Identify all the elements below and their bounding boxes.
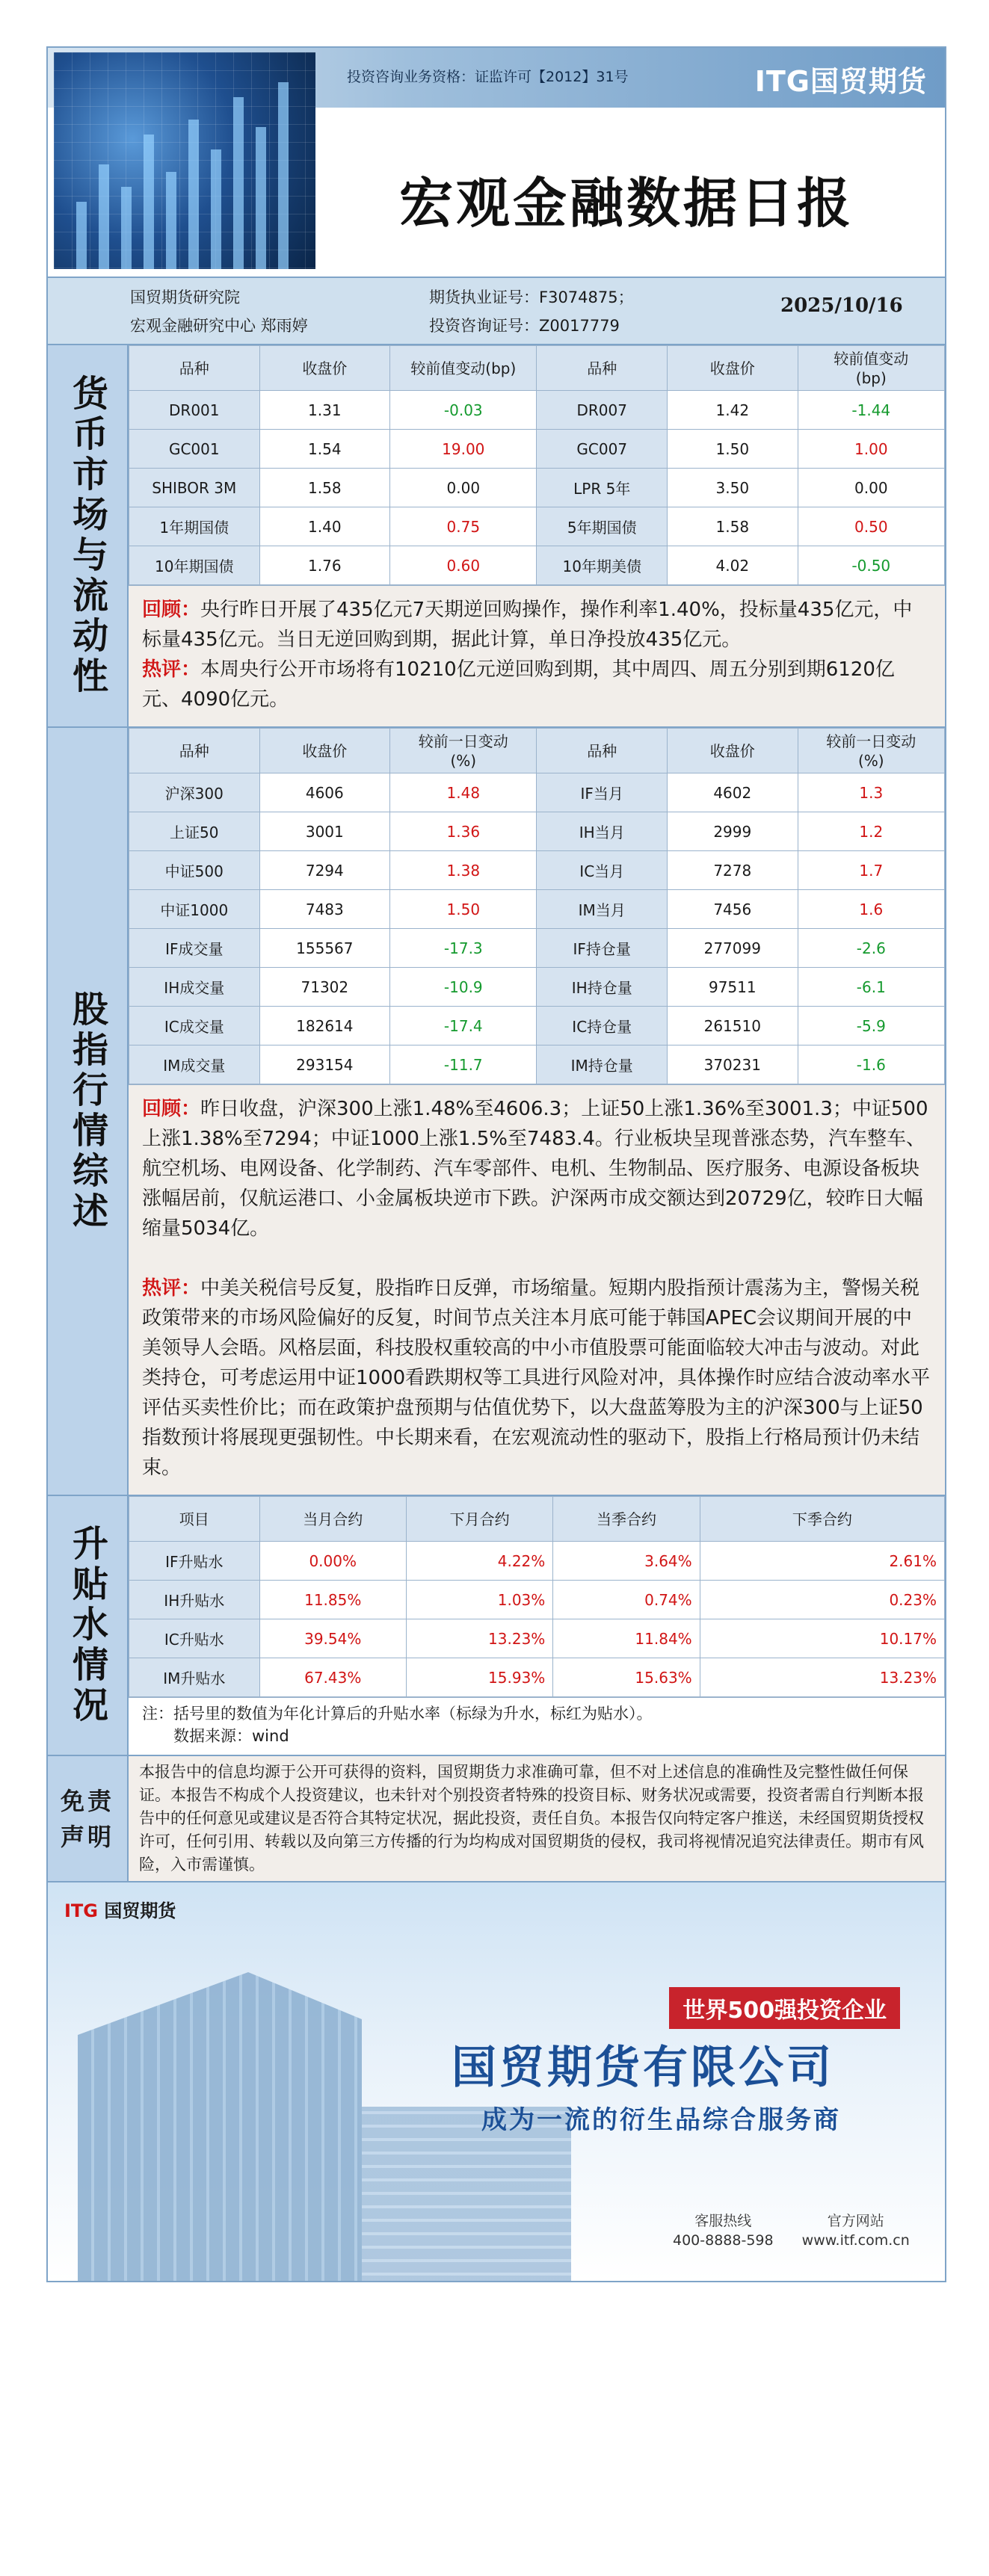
report-frame [46, 46, 946, 2282]
change-value: 1.2 [798, 812, 944, 851]
footer-banner [46, 1882, 946, 2282]
change-value: -17.4 [390, 1007, 537, 1045]
header-image-bar [256, 127, 266, 269]
basis-rows [129, 1542, 945, 1697]
current-month-basis: 67.43% [259, 1658, 406, 1697]
report-header [46, 46, 946, 278]
review-paragraph [142, 1094, 931, 1244]
review-paragraph [142, 595, 931, 655]
instrument-name: 沪深300 [129, 773, 260, 812]
instrument-name: 10年期美债 [537, 546, 668, 585]
header-image-grid [54, 52, 315, 269]
disclaimer-label-line: 声明 [60, 1822, 114, 1851]
advisory-license: 投资咨询证号：Z0017779 [429, 317, 620, 335]
money-market-section [46, 345, 946, 728]
close-price: 370231 [668, 1045, 798, 1084]
table-row [129, 1619, 945, 1658]
instrument-name: 中证500 [129, 851, 260, 890]
instrument-name: 中证1000 [129, 890, 260, 929]
basis-section [46, 1496, 946, 1756]
header-image-bar [121, 187, 132, 269]
header-chart-image [54, 52, 315, 269]
close-price: 1.76 [259, 546, 390, 585]
col-header: 项目 [129, 1497, 260, 1542]
instrument-name: LPR 5年 [537, 469, 668, 507]
table-row [129, 773, 945, 812]
stock-index-commentary [129, 1084, 945, 1495]
col-header: 较前值变动 (bp) [798, 346, 944, 391]
col-header: 品种 [537, 346, 668, 391]
col-header: 品种 [537, 729, 668, 773]
comment-tag: 热评： [142, 1277, 201, 1300]
review-text: 央行昨日开展了435亿元7天期逆回购操作，操作利率1.40%，投标量435亿元，中标量435亿元。当日无逆回购到期，据此计算，单日净投放435亿元。 [142, 599, 913, 651]
header-image-bar [166, 172, 176, 269]
building-image [78, 1972, 362, 2282]
disclaimer-label-line: 免责 [60, 1786, 114, 1815]
money-market-label: 货币市场与流动性 [66, 374, 108, 697]
instrument-name: 5年期国债 [537, 507, 668, 546]
next-quarter-basis: 0.23% [700, 1581, 944, 1619]
header-image-bar [144, 135, 154, 269]
current-month-basis: 11.85% [259, 1581, 406, 1619]
page-title: 宏观金融数据日报 [399, 171, 854, 235]
report-date: 2025/10/16 [780, 294, 903, 317]
basis-item: IC升贴水 [129, 1619, 260, 1658]
next-month-basis: 15.93% [406, 1658, 552, 1697]
change-value: -1.44 [798, 391, 944, 430]
current-quarter-basis: 0.74% [553, 1581, 700, 1619]
change-value: -1.6 [798, 1045, 944, 1084]
instrument-name: IF当月 [537, 773, 668, 812]
instrument-name: IH成交量 [129, 968, 260, 1007]
close-price: 293154 [259, 1045, 390, 1084]
change-value: -0.50 [798, 546, 944, 585]
instrument-name: IF成交量 [129, 929, 260, 968]
close-price: 261510 [668, 1007, 798, 1045]
hotline-block [673, 2211, 774, 2250]
close-price: 1.50 [668, 430, 798, 469]
table-row [129, 968, 945, 1007]
col-header: 收盘价 [668, 729, 798, 773]
close-price: 1.42 [668, 391, 798, 430]
table-row [129, 929, 945, 968]
instrument-name: 1年期国债 [129, 507, 260, 546]
hotline-label: 客服热线 [694, 2213, 752, 2229]
next-month-basis: 13.23% [406, 1619, 552, 1658]
basis-table [129, 1496, 945, 1697]
author-info [46, 278, 946, 345]
close-price: 155567 [259, 929, 390, 968]
stock-index-rows [129, 773, 945, 1084]
basis-content [129, 1496, 945, 1755]
website-block [802, 2211, 910, 2250]
contact-info [661, 2211, 922, 2250]
basis-note [129, 1697, 945, 1755]
website-url: www.itf.com.cn [801, 2232, 910, 2249]
company-name: 国贸期货有限公司 [452, 2042, 834, 2094]
hot-comment-paragraph [142, 1273, 931, 1483]
next-quarter-basis: 13.23% [700, 1658, 944, 1697]
instrument-name: DR001 [129, 391, 260, 430]
section-side-label [48, 728, 129, 1495]
instrument-name: IM成交量 [129, 1045, 260, 1084]
footer-logo [64, 1896, 176, 1922]
money-market-rows [129, 391, 945, 585]
change-value: -6.1 [798, 968, 944, 1007]
comment-text: 本周央行公开市场将有10210亿元逆回购到期，其中周四、周五分别到期6120亿元、4090亿元。 [142, 658, 895, 711]
close-price: 1.54 [259, 430, 390, 469]
col-header: 较前值变动(bp) [390, 346, 537, 391]
table-header-row [129, 346, 945, 391]
instrument-name: 10年期国债 [129, 546, 260, 585]
close-price: 1.58 [259, 469, 390, 507]
next-month-basis: 1.03% [406, 1581, 552, 1619]
footer-logo-itg: ITG [64, 1900, 98, 1921]
close-price: 3.50 [668, 469, 798, 507]
change-value: 1.38 [390, 851, 537, 890]
basis-item: IF升贴水 [129, 1542, 260, 1581]
change-value: -5.9 [798, 1007, 944, 1045]
stock-index-table [129, 728, 945, 1084]
change-value: 1.00 [798, 430, 944, 469]
change-value: 0.50 [798, 507, 944, 546]
next-month-basis: 4.22% [406, 1542, 552, 1581]
current-month-basis: 39.54% [259, 1619, 406, 1658]
change-value: -10.9 [390, 968, 537, 1007]
header-image-bar [278, 82, 289, 269]
close-price: 7456 [668, 890, 798, 929]
next-quarter-basis: 10.17% [700, 1619, 944, 1658]
table-row [129, 430, 945, 469]
header-image-bar [188, 120, 199, 269]
col-header: 较前一日变动 (%) [390, 729, 537, 773]
change-value: 1.6 [798, 890, 944, 929]
change-value: 0.00 [798, 469, 944, 507]
instrument-name: IC成交量 [129, 1007, 260, 1045]
table-row [129, 1045, 945, 1084]
close-price: 182614 [259, 1007, 390, 1045]
futures-license: 期货执业证号：F3074875； [429, 288, 634, 306]
section-side-label [48, 1496, 129, 1755]
change-value: -0.03 [390, 391, 537, 430]
table-row [129, 469, 945, 507]
table-row [129, 1542, 945, 1581]
current-month-basis: 0.00% [259, 1542, 406, 1581]
header-image-bar [233, 97, 244, 269]
col-header: 当季合约 [553, 1497, 700, 1542]
close-price: 3001 [259, 812, 390, 851]
col-header: 收盘价 [259, 729, 390, 773]
fortune500-badge: 世界500强投资企业 [669, 1987, 900, 2029]
change-value: 1.50 [390, 890, 537, 929]
close-price: 1.40 [259, 507, 390, 546]
table-header-row [129, 729, 945, 773]
close-price: 277099 [668, 929, 798, 968]
table-row [129, 507, 945, 546]
hotline-number: 400-8888-598 [673, 2232, 774, 2249]
stock-index-section [46, 728, 946, 1496]
review-tag: 回顾： [142, 1098, 201, 1120]
table-row [129, 812, 945, 851]
section-side-label [48, 1756, 129, 1881]
instrument-name: IH当月 [537, 812, 668, 851]
next-quarter-basis: 2.61% [700, 1542, 944, 1581]
col-header: 品种 [129, 346, 260, 391]
col-header: 当月合约 [259, 1497, 406, 1542]
disclaimer-section [46, 1756, 946, 1882]
disclaimer-label [61, 1783, 114, 1855]
instrument-name: IF持仓量 [537, 929, 668, 968]
table-row [129, 546, 945, 585]
header-image-bar [76, 202, 87, 269]
instrument-name: GC001 [129, 430, 260, 469]
close-price: 7294 [259, 851, 390, 890]
instrument-name: IM当月 [537, 890, 668, 929]
itg-logo: ITG国贸期货 [754, 65, 927, 98]
review-text: 昨日收盘，沪深300上涨1.48%至4606.3；上证50上涨1.36%至3001.3；中证500上涨1.38%至7294；中证1000上涨1.5%至7483.4。行业板块呈现普涨态势，汽车整车、航空机场、电网设备、化学制药、汽车零部件、电机、生物制品、医疗服务、电源设备板块涨幅居前，仅航运港口、小金属板块逆市下跌。沪深两市成交额达到20729亿，较昨日大幅缩量5034亿。 [142, 1098, 928, 1240]
current-quarter-basis: 15.63% [553, 1658, 700, 1697]
current-quarter-basis: 3.64% [553, 1542, 700, 1581]
instrument-name: DR007 [537, 391, 668, 430]
col-header: 品种 [129, 729, 260, 773]
table-row [129, 391, 945, 430]
change-value: 19.00 [390, 430, 537, 469]
close-price: 1.58 [668, 507, 798, 546]
hot-comment-paragraph [142, 655, 931, 714]
company-slogan: 成为一流的衍生品综合服务商 [481, 2105, 841, 2135]
change-value: 0.75 [390, 507, 537, 546]
basis-footnote: 注：括号里的数值为年化计算后的升贴水率（标绿为升水，标红为贴水）。 [142, 1705, 653, 1723]
close-price: 1.31 [259, 391, 390, 430]
money-market-table [129, 345, 945, 585]
col-header: 下季合约 [700, 1497, 944, 1542]
money-market-commentary [129, 585, 945, 726]
instrument-name: 上证50 [129, 812, 260, 851]
table-row [129, 1658, 945, 1697]
close-price: 7278 [668, 851, 798, 890]
header-image-bar [211, 149, 221, 269]
close-price: 4.02 [668, 546, 798, 585]
close-price: 4602 [668, 773, 798, 812]
basis-item: IM升贴水 [129, 1658, 260, 1697]
close-price: 71302 [259, 968, 390, 1007]
table-row [129, 1581, 945, 1619]
change-value: 0.00 [390, 469, 537, 507]
change-value: -11.7 [390, 1045, 537, 1084]
col-header: 收盘价 [668, 346, 798, 391]
table-row [129, 1007, 945, 1045]
instrument-name: GC007 [537, 430, 668, 469]
stock-index-content [129, 728, 945, 1495]
change-value: 1.36 [390, 812, 537, 851]
header-image-bar [99, 164, 109, 269]
money-market-content [129, 345, 945, 726]
comment-tag: 热评： [142, 658, 201, 681]
footer-logo-name: 国贸期货 [104, 1900, 176, 1921]
instrument-name: SHIBOR 3M [129, 469, 260, 507]
instrument-name: IC持仓量 [537, 1007, 668, 1045]
close-price: 97511 [668, 968, 798, 1007]
stock-index-label: 股指行情综述 [66, 990, 108, 1232]
close-price: 4606 [259, 773, 390, 812]
instrument-name: IM持仓量 [537, 1045, 668, 1084]
paragraph-gap [142, 1244, 931, 1273]
close-price: 7483 [259, 890, 390, 929]
website-label: 官方网站 [827, 2213, 884, 2229]
table-row [129, 890, 945, 929]
change-value: 1.3 [798, 773, 944, 812]
author-name: 宏观金融研究中心 郑雨婷 [130, 317, 308, 335]
change-value: 1.48 [390, 773, 537, 812]
close-price: 2999 [668, 812, 798, 851]
disclaimer-text: 本报告中的信息均源于公开可获得的资料，国贸期货力求准确可靠，但不对上述信息的准确性及完整性做任何保证。本报告不构成个人投资建议，也未针对个别投资者特殊的投资目标、财务状况或需要，投资者需自行判断本报告中的任何意见或建议是否符合其特定状况，据此投资，责任自负。本报告仅向特定客户推送，未经国贸期货授权许可，任何引用、转载以及向第三方传播的行为均构成对国贸期货的侵权，我司将视情况追究法律责任。期市有风险，入市需谨慎。 [129, 1756, 945, 1881]
change-value: -2.6 [798, 929, 944, 968]
change-value: 1.7 [798, 851, 944, 890]
instrument-name: IH持仓量 [537, 968, 668, 1007]
change-value: 0.60 [390, 546, 537, 585]
instrument-name: IC当月 [537, 851, 668, 890]
col-header: 下月合约 [406, 1497, 552, 1542]
current-quarter-basis: 11.84% [553, 1619, 700, 1658]
license-text: 投资咨询业务资格：证监许可【2012】31号 [347, 69, 629, 85]
section-side-label [48, 345, 129, 726]
col-header: 收盘价 [259, 346, 390, 391]
data-source: 数据来源：wind [173, 1727, 289, 1745]
org-name: 国贸期货研究院 [130, 288, 240, 306]
table-row [129, 851, 945, 890]
basis-item: IH升贴水 [129, 1581, 260, 1619]
change-value: -17.3 [390, 929, 537, 968]
table-header-row [129, 1497, 945, 1542]
col-header: 较前一日变动 (%) [798, 729, 944, 773]
review-tag: 回顾： [142, 599, 201, 621]
comment-text: 中美关税信号反复，股指昨日反弹，市场缩量。短期内股指预计震荡为主，警惕关税政策带来的市场风险偏好的反复，时间节点关注本月底可能于韩国APEC会议期间开展的中美领导人会晤。风格层面，科技股权重较高的中小市值股票可能面临较大冲击与波动。对此类持仓，可考虑运用中证1000看跌期权等工具进行风险对冲，具体操作时应结合波动率水平评估买卖性价比；而在政策护盘预期与估值优势下，以大盘蓝筹股为主的沪深300与上证50指数预计将展现更强韧性。中长期来看，在宏观流动性的驱动下，股指上行格局预计仍未结束。 [142, 1277, 931, 1479]
basis-label: 升贴水情况 [66, 1525, 108, 1726]
